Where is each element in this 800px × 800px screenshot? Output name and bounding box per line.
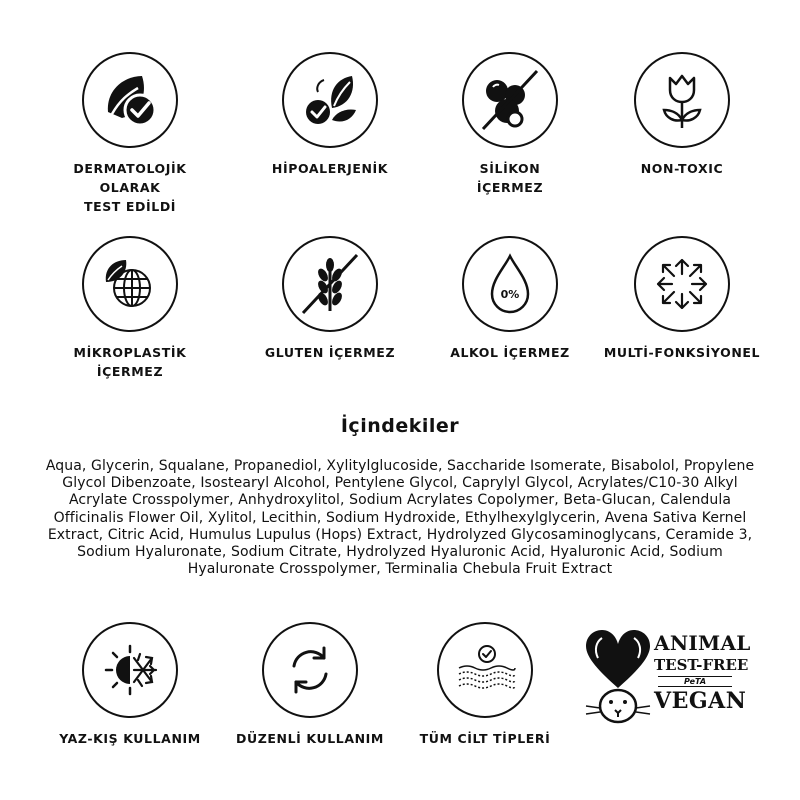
circle	[82, 236, 178, 332]
globe-leaf-icon	[100, 254, 160, 314]
ingredients-list: Aqua, Glycerin, Squalane, Propanediol, Xylitylglucoside, Saccharide Isomerate, Bisabolol, Propylene Glycol Dibenzoate, Isostearyl Alcohol, Pentylene Glycol, Caprylyl Glycol, Acrylates/C10-30 Alkyl Acrylate Crosspolymer, Anhydroxylitol, Sodium Acrylates Copolymer, Beta-Glucan, Calendula Officinalis Flower Oil, Xylitol, Lecithin, Sodium Hydroxide, Ethylhexylglycerin, Avena Sativa Kernel Extract, Citric Acid, Humulus Lupulus (Hops) Extract, Hydrolyzed Glycosaminoglycans, Ceramide 3, Sodium Hyaluronate, Sodium Citrate, Hydrolyzed Hyaluronic Acid, Hyaluronic Acid, Sodium Hyaluronate Crosspolymer, Terminalia Chebula Fruit Extract	[45, 458, 755, 578]
circle	[462, 52, 558, 148]
no-wheat-icon	[295, 249, 365, 319]
ingredients-title: İçindekiler	[340, 415, 460, 437]
badge-gluten-free	[250, 236, 410, 362]
circle	[82, 52, 178, 148]
refresh-cycle-icon	[280, 640, 340, 700]
badge-label: GLUTEN İÇERMEZ	[264, 345, 396, 360]
peta-vegan-logo	[580, 628, 760, 728]
peta-text	[654, 632, 760, 713]
badge-label: DÜZENLİ KULLANIM	[236, 731, 384, 746]
badge-label: MİKROPLASTİK İÇERMEZ	[73, 345, 187, 379]
badge-non-toxic	[602, 52, 762, 178]
circle	[634, 236, 730, 332]
zero-percent-text: 0%	[500, 288, 520, 301]
badge-regular-use	[230, 622, 390, 748]
badge-label: ALKOL İÇERMEZ	[450, 345, 570, 360]
leaves-check-icon	[298, 68, 362, 132]
bunny-heart-icon	[580, 628, 656, 728]
badge-label: SİLİKON İÇERMEZ	[476, 161, 544, 195]
badge-label: HİPOALERJENİK	[271, 161, 389, 176]
circle	[462, 236, 558, 332]
badge-summer-winter-use	[50, 622, 210, 748]
arrows-out-icon	[650, 252, 714, 316]
badge-label: YAZ-KIŞ KULLANIM	[59, 731, 201, 746]
badge-label: NON-TOXIC	[640, 161, 724, 176]
badge-dermatologically-tested	[50, 52, 210, 216]
peta-line-animal: ANIMAL	[654, 631, 751, 655]
skin-layers-check-icon	[453, 640, 517, 700]
circle	[282, 236, 378, 332]
circle	[437, 622, 533, 718]
circle	[82, 622, 178, 718]
no-silicone-icon	[475, 65, 545, 135]
sun-snowflake-icon	[98, 638, 162, 702]
tulip-icon	[654, 70, 710, 130]
circle	[634, 52, 730, 148]
badge-hypoallergenic	[250, 52, 410, 178]
badge-microplastic-free	[50, 236, 210, 381]
peta-line-test-free: TEST-FREE	[654, 656, 749, 674]
badge-label: TÜM CİLT TİPLERİ	[419, 731, 551, 746]
badge-multi-functional	[602, 236, 762, 362]
drop-zero-percent-icon	[482, 252, 538, 316]
circle	[282, 52, 378, 148]
badge-silicone-free	[430, 52, 590, 197]
peta-brand: PeTA	[658, 676, 732, 687]
badge-alcohol-free	[430, 236, 590, 362]
peta-line-vegan: VEGAN	[654, 688, 747, 714]
badge-label: MULTİ-FONKSİYONEL	[603, 345, 761, 360]
circle	[262, 622, 358, 718]
badge-all-skin-types	[405, 622, 565, 748]
badge-label: DERMATOLOJİK OLARAK TEST EDİLDİ	[73, 161, 187, 214]
leaf-check-icon	[98, 68, 162, 132]
